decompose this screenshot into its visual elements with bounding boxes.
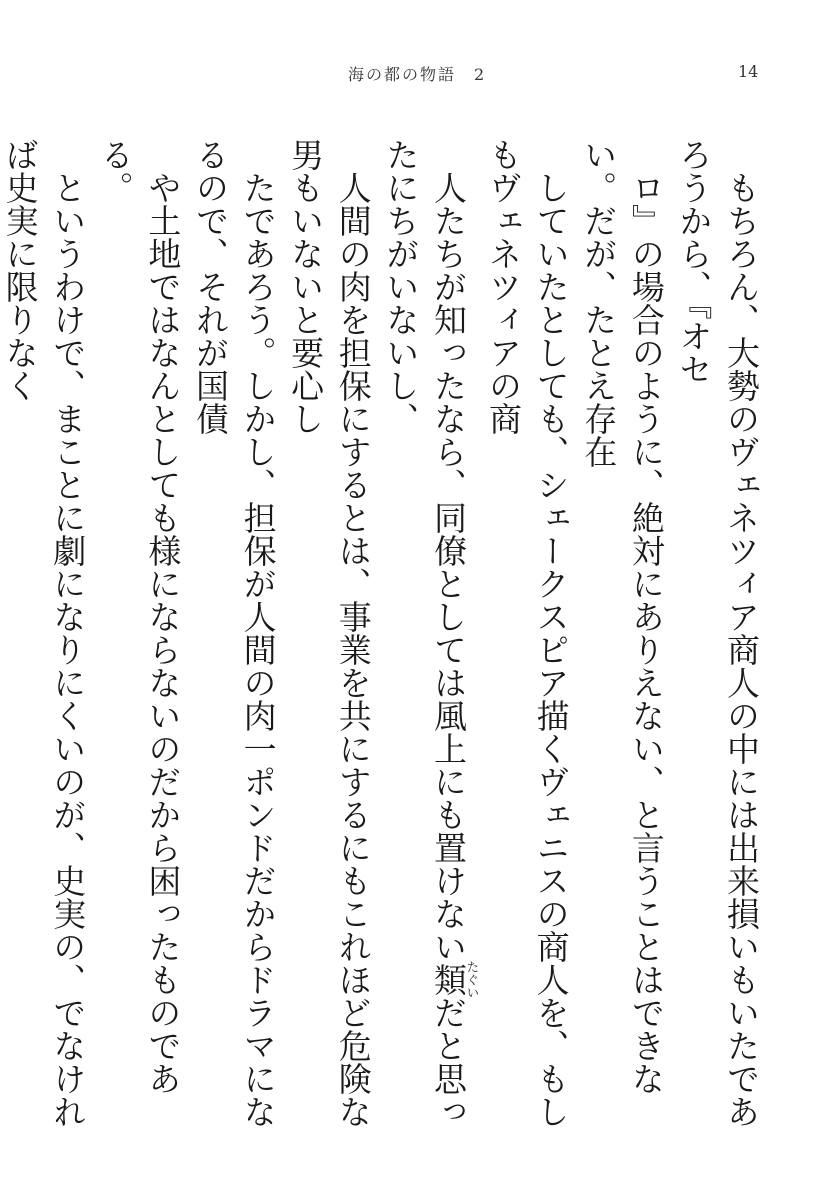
ruby-base: 類 [428,960,468,999]
text-line: していたとしても、シェークスピア描くヴェニスの商人を、もしもヴェネツィアの商 [484,138,571,1128]
text-line [377,138,480,1138]
text-line: ロ』の場合のように、絶対にありえない、と言うことはできない。だが、たとえ存在 [579,138,666,1095]
body-text [0,138,765,1138]
text-line: もちろん、大勢のヴェネツィア商人の中には出来損いもいたであろうから、『オセ [674,138,761,1128]
running-title: 海の都の物語 2 [348,65,487,84]
paragraph-2 [0,138,91,1138]
page-header [0,62,835,86]
text-segment: だと思ったにちがいないし、 [381,138,468,1128]
text-line: 人間の肉を担保にするとは、事業を共にするにもこれほど危険な男もいないと要心し [286,138,373,1128]
page-number: 14 [738,62,759,81]
text-line: というわけで、まことに劇になりにくいのが、史実の、でなければ史実に限りなく [0,138,88,1128]
text-segment: 人たちが知ったなら、同僚としては風上にも置けない [428,171,468,963]
text-line: や土地ではなんとしても様にならないのだから困ったものである。 [95,138,183,1095]
paragraph-1 [91,138,765,1138]
ruby-text: たぐい [464,960,480,999]
ruby-annotation [428,960,480,999]
text-line: たであろう。しかし、担保が人間の肉一ポンドだからドラマになるので、それが国債 [190,138,278,1128]
